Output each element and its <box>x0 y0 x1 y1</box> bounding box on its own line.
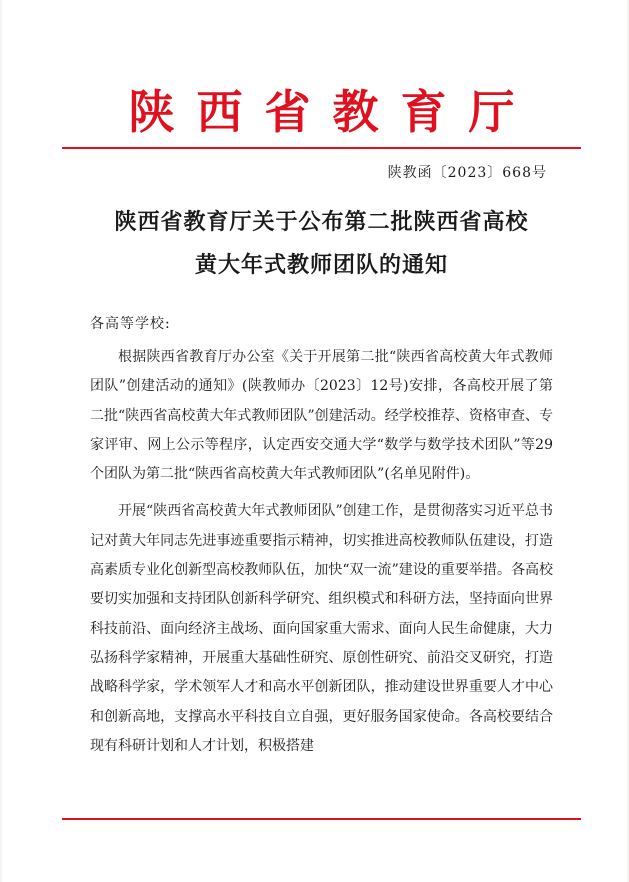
body-paragraph-2: 开展“陕西省高校黄大年式教师团队”创建工作，是贯彻落实习近平总书记对黄大年同志先进事迹重要指示精神，切实推进高校教师队伍建设，打造高素质专业化创新型高校教师队伍，加快“双一流”建设的重要举措。各高校要切实加强和支持团队创新科学研究、组织模式和科研方法，坚持面向世界科技前沿、面向经济主战场、面向国家重大需求、面向人民生命健康，大力弘扬科学家精神，开展重大基础性研究、原创性研究、前沿交叉研究，打造战略科学家，学术领军人才和高水平创新团队，推动建设世界重要人才中心和创新高地，支撑高水平科技自立自强，更好服务国家使命。各高校要结合现有科研计划和人才计划，积极搭建 <box>90 503 553 754</box>
document-body <box>90 343 553 761</box>
body-paragraph-1: 根据陕西省教育厅办公室《关于开展第二批“陕西省高校黄大年式教师团队”创建活动的通知》(陕教师办〔2023〕12号)安排，各高校开展了第二批“陕西省高校黄大年式教师团队”创建活动。经学校推荐、资格审查、专家评审、网上公示等程序，认定西安交通大学“数学与数学技术团队”等29个团队为第二批“陕西省高校黄大年式教师团队”(名单见附件)。 <box>90 349 553 483</box>
document-page <box>2 0 627 882</box>
header-red-rule <box>62 147 581 149</box>
salutation: 各高等学校: <box>90 316 171 332</box>
document-number: 陕教函〔2023〕668号 <box>387 165 547 181</box>
issuer-masthead: 陕西省教育厅 <box>128 85 537 139</box>
footer-red-rule <box>62 818 581 820</box>
document-title-line-1: 陕西省教育厅关于公布第二批陕西省高校 <box>114 209 529 235</box>
document-title-line-2: 黄大年式教师团队的通知 <box>194 252 448 278</box>
